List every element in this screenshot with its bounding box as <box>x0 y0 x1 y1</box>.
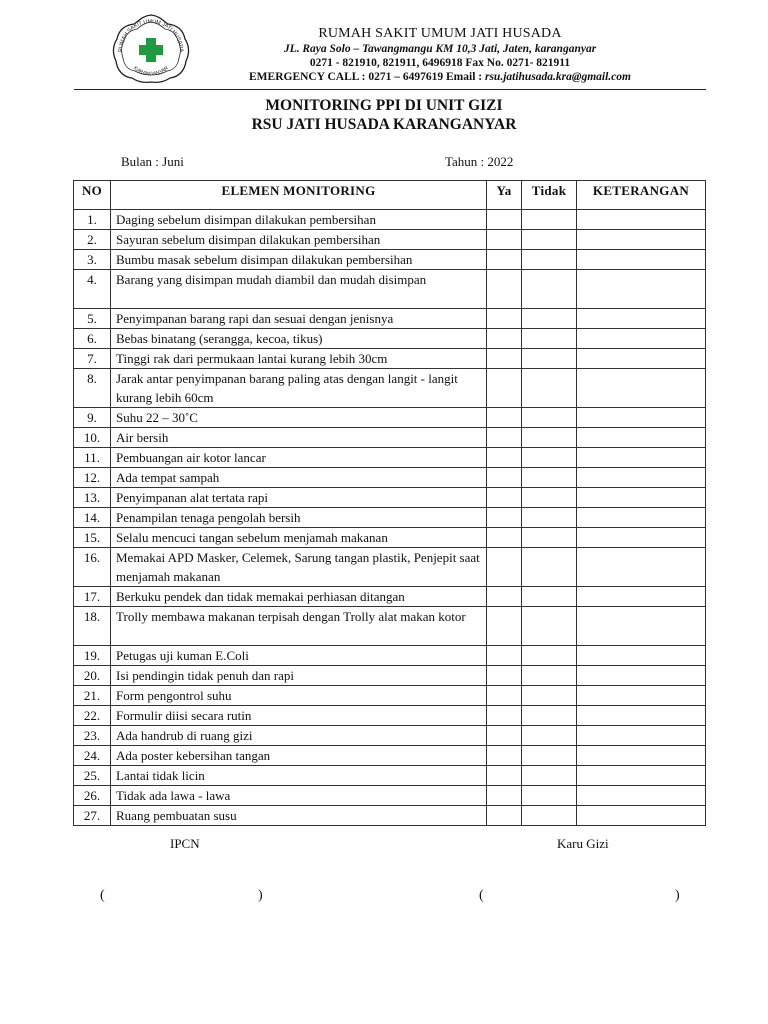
table-row <box>74 250 706 270</box>
table-row <box>74 270 706 309</box>
period-month: Bulan : Juni <box>121 154 184 169</box>
row-number: 14. <box>74 508 111 528</box>
table-row <box>74 488 706 508</box>
cell-keterangan[interactable] <box>577 250 706 270</box>
cell-tidak[interactable] <box>522 408 577 428</box>
cell-ya[interactable] <box>487 428 522 448</box>
cell-keterangan[interactable] <box>577 528 706 548</box>
signature-ipcn-open-paren: ( <box>100 888 105 903</box>
row-number: 19. <box>74 646 111 666</box>
cell-ya[interactable] <box>487 726 522 746</box>
cell-ya[interactable] <box>487 369 522 408</box>
row-element-text: Penyimpanan barang rapi dan sesuai dengan jenisnya <box>111 309 487 329</box>
table-header-row <box>74 181 706 210</box>
monitoring-table <box>73 180 706 826</box>
cell-ya[interactable] <box>487 408 522 428</box>
row-element-text: Berkuku pendek dan tidak memakai perhiasan ditangan <box>111 587 487 607</box>
row-element-text: Penampilan tenaga pengolah bersih <box>111 508 487 528</box>
cell-tidak[interactable] <box>522 806 577 826</box>
table-row <box>74 548 706 587</box>
cell-keterangan[interactable] <box>577 587 706 607</box>
cell-tidak[interactable] <box>522 250 577 270</box>
cell-ya[interactable] <box>487 666 522 686</box>
cell-ya[interactable] <box>487 607 522 646</box>
cell-tidak[interactable] <box>522 786 577 806</box>
cell-keterangan[interactable] <box>577 806 706 826</box>
cell-keterangan[interactable] <box>577 666 706 686</box>
row-element-text: Ruang pembuatan susu <box>111 806 487 826</box>
signature-ipcn-close-paren: ) <box>258 888 263 903</box>
row-element-text: Petugas uji kuman E.Coli <box>111 646 487 666</box>
cell-tidak[interactable] <box>522 428 577 448</box>
hospital-address: JL. Raya Solo – Tawangmangu KM 10,3 Jati, Jaten, karanganyar <box>283 43 597 55</box>
table-row <box>74 309 706 329</box>
cell-ya[interactable] <box>487 329 522 349</box>
cell-tidak[interactable] <box>522 706 577 726</box>
hospital-email: rsu.jatihusada.kra@gmail.com <box>484 71 631 83</box>
row-element-text: Sayuran sebelum disimpan dilakukan pembersihan <box>111 230 487 250</box>
cell-ya[interactable] <box>487 686 522 706</box>
row-number: 11. <box>74 448 111 468</box>
cell-tidak[interactable] <box>522 488 577 508</box>
cell-tidak[interactable] <box>522 766 577 786</box>
row-element-text: Ada tempat sampah <box>111 468 487 488</box>
cell-ya[interactable] <box>487 210 522 230</box>
cell-keterangan[interactable] <box>577 428 706 448</box>
letterhead <box>110 10 710 88</box>
row-element-text: Ada poster kebersihan tangan <box>111 746 487 766</box>
table-row <box>74 349 706 369</box>
header-element: ELEMEN MONITORING <box>111 181 487 210</box>
cell-tidak[interactable] <box>522 528 577 548</box>
header-ya: Ya <box>487 181 522 210</box>
row-element-text: Lantai tidak licin <box>111 766 487 786</box>
cell-keterangan[interactable] <box>577 726 706 746</box>
cell-tidak[interactable] <box>522 587 577 607</box>
row-number: 8. <box>74 369 111 408</box>
cell-ya[interactable] <box>487 309 522 329</box>
row-number: 3. <box>74 250 111 270</box>
period-year: Tahun : 2022 <box>445 154 514 169</box>
hospital-phone-fax: 0271 - 821910, 821911, 6496918 Fax No. 0271- 821911 <box>309 57 571 69</box>
hospital-logo <box>110 12 192 84</box>
cell-keterangan[interactable] <box>577 448 706 468</box>
table-row <box>74 726 706 746</box>
cell-tidak[interactable] <box>522 746 577 766</box>
row-number: 9. <box>74 408 111 428</box>
cell-ya[interactable] <box>487 250 522 270</box>
row-number: 15. <box>74 528 111 548</box>
cell-tidak[interactable] <box>522 646 577 666</box>
cell-ya[interactable] <box>487 448 522 468</box>
table-row <box>74 806 706 826</box>
cell-ya[interactable] <box>487 587 522 607</box>
table-row <box>74 428 706 448</box>
cell-tidak[interactable] <box>522 508 577 528</box>
table-row <box>74 329 706 349</box>
cell-tidak[interactable] <box>522 210 577 230</box>
cell-tidak[interactable] <box>522 369 577 408</box>
table-row <box>74 746 706 766</box>
signature-karu-close-paren: ) <box>675 888 680 903</box>
title-line-2: RSU JATI HUSADA KARANGANYAR <box>251 116 517 133</box>
table-row <box>74 210 706 230</box>
table-row <box>74 646 706 666</box>
cell-keterangan[interactable] <box>577 309 706 329</box>
cell-tidak[interactable] <box>522 349 577 369</box>
table-row <box>74 706 706 726</box>
row-number: 13. <box>74 488 111 508</box>
table-row <box>74 528 706 548</box>
cell-tidak[interactable] <box>522 468 577 488</box>
cell-keterangan[interactable] <box>577 646 706 666</box>
table-row <box>74 448 706 468</box>
cell-ya[interactable] <box>487 746 522 766</box>
row-number: 26. <box>74 786 111 806</box>
row-number: 1. <box>74 210 111 230</box>
row-element-text: Isi pendingin tidak penuh dan rapi <box>111 666 487 686</box>
cell-ya[interactable] <box>487 270 522 309</box>
row-element-text: Bumbu masak sebelum disimpan dilakukan pembersihan <box>111 250 487 270</box>
cell-ya[interactable] <box>487 646 522 666</box>
row-element-text: Penyimpanan alat tertata rapi <box>111 488 487 508</box>
table-row <box>74 607 706 646</box>
row-element-text: Tinggi rak dari permukaan lantai kurang lebih 30cm <box>111 349 487 369</box>
row-number: 6. <box>74 329 111 349</box>
table-row <box>74 587 706 607</box>
table-row <box>74 686 706 706</box>
table-row <box>74 766 706 786</box>
row-element-text: Daging sebelum disimpan dilakukan pembersihan <box>111 210 487 230</box>
row-number: 16. <box>74 548 111 587</box>
row-element-text: Ada handrub di ruang gizi <box>111 726 487 746</box>
row-element-text: Memakai APD Masker, Celemek, Sarung tangan plastik, Penjepit saat menjamah makanan <box>111 548 487 587</box>
cell-ya[interactable] <box>487 786 522 806</box>
cell-ya[interactable] <box>487 508 522 528</box>
title-line-1: MONITORING PPI DI UNIT GIZI <box>265 97 503 114</box>
cell-keterangan[interactable] <box>577 686 706 706</box>
table-row <box>74 468 706 488</box>
cell-ya[interactable] <box>487 766 522 786</box>
cell-tidak[interactable] <box>522 309 577 329</box>
cell-keterangan[interactable] <box>577 408 706 428</box>
emergency-label: EMERGENCY CALL : 0271 – 6497619 Email : <box>249 71 485 83</box>
row-number: 10. <box>74 428 111 448</box>
cell-keterangan[interactable] <box>577 270 706 309</box>
cell-tidak[interactable] <box>522 726 577 746</box>
signature-karu-gizi-label: Karu Gizi <box>557 836 609 851</box>
row-element-text: Pembuangan air kotor lancar <box>111 448 487 468</box>
cell-keterangan[interactable] <box>577 468 706 488</box>
hospital-emergency <box>200 70 680 84</box>
cell-keterangan[interactable] <box>577 210 706 230</box>
row-number: 20. <box>74 666 111 686</box>
cell-ya[interactable] <box>487 706 522 726</box>
header-divider <box>74 89 706 90</box>
row-number: 7. <box>74 349 111 369</box>
table-row <box>74 408 706 428</box>
cell-keterangan[interactable] <box>577 548 706 587</box>
cell-tidak[interactable] <box>522 329 577 349</box>
table-row <box>74 369 706 408</box>
cell-keterangan[interactable] <box>577 349 706 369</box>
header-tidak: Tidak <box>522 181 577 210</box>
row-element-text: Bebas binatang (serangga, kecoa, tikus) <box>111 329 487 349</box>
cell-keterangan[interactable] <box>577 488 706 508</box>
cell-tidak[interactable] <box>522 448 577 468</box>
row-element-text: Tidak ada lawa - lawa <box>111 786 487 806</box>
row-number: 24. <box>74 746 111 766</box>
row-number: 21. <box>74 686 111 706</box>
document-title <box>74 96 694 134</box>
table-row <box>74 786 706 806</box>
table-row <box>74 508 706 528</box>
cell-ya[interactable] <box>487 548 522 587</box>
row-number: 2. <box>74 230 111 250</box>
cell-keterangan[interactable] <box>577 607 706 646</box>
cell-ya[interactable] <box>487 528 522 548</box>
row-element-text: Barang yang disimpan mudah diambil dan mudah disimpan <box>111 270 487 309</box>
row-element-text: Form pengontrol suhu <box>111 686 487 706</box>
header-no: NO <box>74 181 111 210</box>
signature-ipcn-label: IPCN <box>170 836 200 851</box>
row-element-text: Suhu 22 – 30˚C <box>111 408 487 428</box>
svg-text:KARANGANYAR: KARANGANYAR <box>132 65 170 78</box>
cell-keterangan[interactable] <box>577 230 706 250</box>
cell-tidak[interactable] <box>522 686 577 706</box>
cell-tidak[interactable] <box>522 607 577 646</box>
cell-tidak[interactable] <box>522 270 577 309</box>
row-number: 12. <box>74 468 111 488</box>
cell-tidak[interactable] <box>522 230 577 250</box>
row-number: 27. <box>74 806 111 826</box>
cell-keterangan[interactable] <box>577 329 706 349</box>
cell-ya[interactable] <box>487 468 522 488</box>
table-row <box>74 230 706 250</box>
cell-keterangan[interactable] <box>577 786 706 806</box>
row-number: 23. <box>74 726 111 746</box>
svg-text:RUMAH SAKIT UMUM JATI HUSADA: RUMAH SAKIT UMUM JATI HUSADA <box>117 18 185 53</box>
row-number: 18. <box>74 607 111 646</box>
row-number: 4. <box>74 270 111 309</box>
row-number: 17. <box>74 587 111 607</box>
cell-keterangan[interactable] <box>577 746 706 766</box>
cell-keterangan[interactable] <box>577 508 706 528</box>
signature-karu-open-paren: ( <box>479 888 484 903</box>
cell-ya[interactable] <box>487 230 522 250</box>
cell-tidak[interactable] <box>522 666 577 686</box>
hospital-name: RUMAH SAKIT UMUM JATI HUSADA <box>318 26 562 41</box>
header-keterangan: KETERANGAN <box>577 181 706 210</box>
row-element-text: Trolly membawa makanan terpisah dengan Trolly alat makan kotor <box>111 607 487 646</box>
row-number: 22. <box>74 706 111 726</box>
cell-keterangan[interactable] <box>577 766 706 786</box>
cell-ya[interactable] <box>487 806 522 826</box>
row-element-text: Selalu mencuci tangan sebelum menjamah makanan <box>111 528 487 548</box>
hospital-info <box>200 26 680 84</box>
row-element-text: Formulir diisi secara rutin <box>111 706 487 726</box>
row-number: 25. <box>74 766 111 786</box>
cell-keterangan[interactable] <box>577 706 706 726</box>
row-number: 5. <box>74 309 111 329</box>
cell-keterangan[interactable] <box>577 369 706 408</box>
table-row <box>74 666 706 686</box>
row-element-text: Air bersih <box>111 428 487 448</box>
row-element-text: Jarak antar penyimpanan barang paling atas dengan langit - langit kurang lebih 60cm <box>111 369 487 408</box>
cell-ya[interactable] <box>487 349 522 369</box>
cell-ya[interactable] <box>487 488 522 508</box>
cell-tidak[interactable] <box>522 548 577 587</box>
